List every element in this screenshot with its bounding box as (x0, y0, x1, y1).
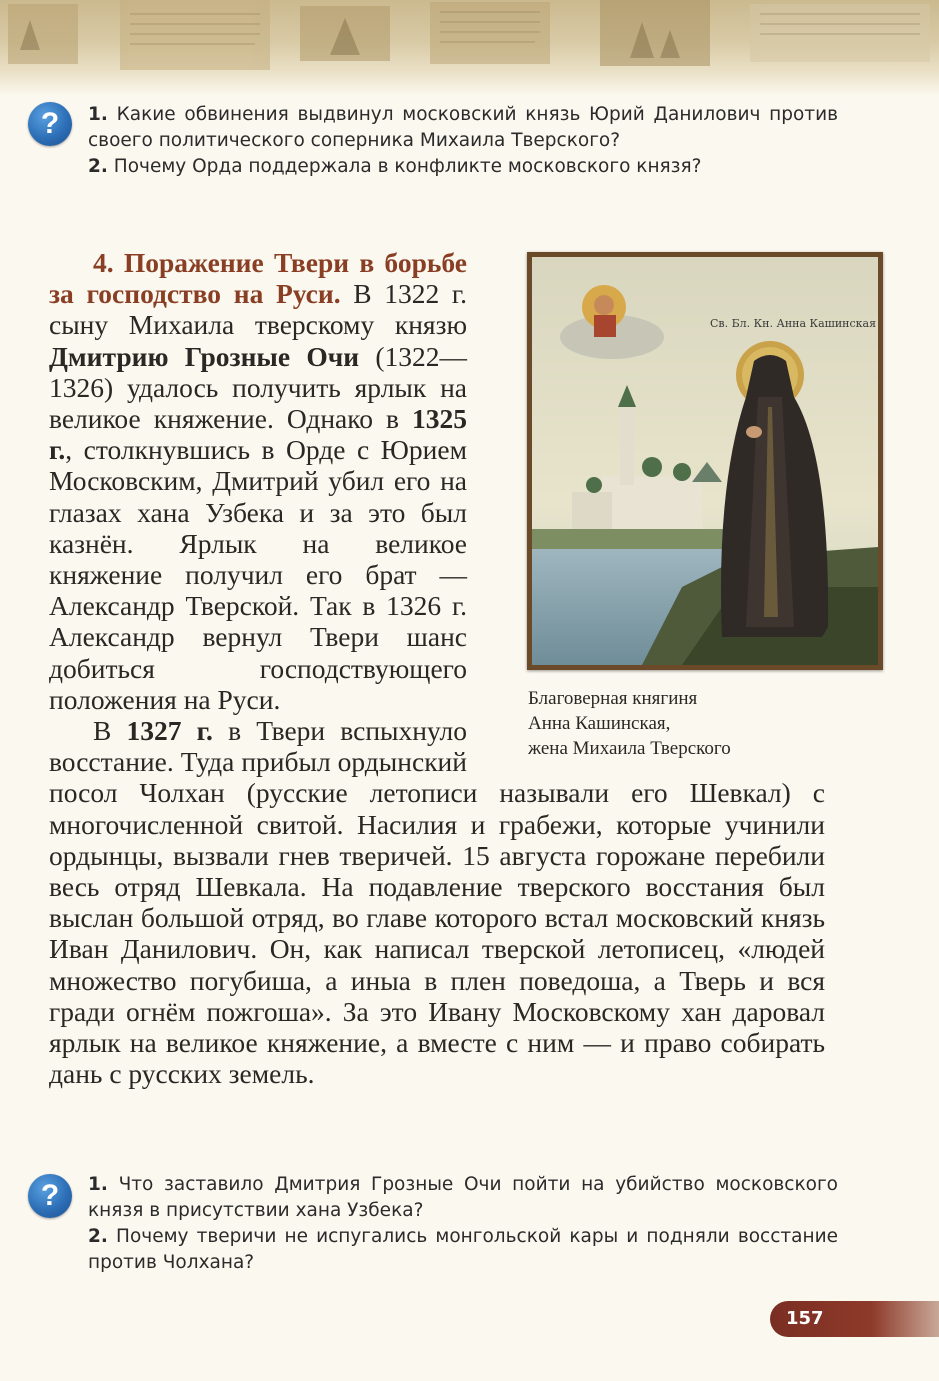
questions-block-top (28, 102, 838, 202)
paragraph-2: В 1327 г. в Твери вспыхнуло восстание. Туда прибыл ордынский посол Чолхан (русские летописи называли его Шевкал) с многочисленной свитой. Насилия и грабежи, которые учинили ордынцы, вызвали гнев тверичей. 15 августа горожане перебили весь отряд Шевкала. На подавление тверского восстания был выслан большой отряд, во главе которого встал московский князь Иван Данилович. Он, как написал тверской летописец, «людей множество погубиша, а иныа в плен поведоша, а Тверь и вся гради огнём пожгоша». За это Ивану Московскому хан даровал ярлык на великое княжение, а вместе с ним — и право собирать дань с русских земель. (49, 715, 825, 1090)
questions-text-top (88, 102, 838, 180)
figure-caption: Благоверная княгиня Анна Кашинская, жена Михаила Тверского (528, 688, 731, 759)
page-number-tab (770, 1301, 939, 1337)
page-number: 157 (786, 1308, 824, 1329)
bold-year-1325: 1325 г. (49, 403, 467, 466)
question-2-bottom: 2. Почему тверичи не испугались монгольской кары и подняли восстание против Чолхана? (88, 1226, 838, 1273)
section-title: 4. Поражение Твери в борьбе за господство на Руси. (49, 247, 467, 310)
svg-text:Св. Бл. Кн. Анна Кашинская: Св. Бл. Кн. Анна Кашинская (710, 317, 877, 330)
question-mark-icon: ? (28, 1174, 72, 1218)
question-1-bottom: 1. Что заставило Дмитрия Грозные Очи пойти на убийство московского князя в присутствии хана Узбека? (88, 1174, 838, 1221)
icon-image-anna-kashinskaya (527, 252, 883, 670)
question-1-top: 1. Какие обвинения выдвинул московский князь Юрий Данилович против своего политического соперника Михаила Тверского? (88, 104, 838, 151)
question-2-top: 2. Почему Орда поддержала в конфликте московского князя? (88, 156, 702, 177)
paragraph-1: 4. Поражение Твери в борьбе за господство на Руси. В 1322 г. сыну Михаила тверскому князю Дмитрию Грозные Очи (1322—1326) удалось получить ярлык на великое княжение. Однако в 1325 г., столкнувшись в Орде с Юрием Московским, Дмитрий убил его на глазах хана Узбека и за это был казнён. Ярлык на великое княжение получил его брат — Александр Тверской. Так в 1326 г. Александр вернул Твери шанс добиться господствующего положения на Руси. (49, 247, 467, 715)
bold-year-1327: 1327 г. (126, 715, 213, 747)
question-mark-icon: ? (28, 102, 72, 146)
header-manuscript-banner (0, 0, 939, 96)
questions-block-bottom (28, 1172, 838, 1282)
bold-name: Дмитрию Грозные Очи (49, 340, 360, 372)
questions-text-bottom (88, 1172, 838, 1276)
